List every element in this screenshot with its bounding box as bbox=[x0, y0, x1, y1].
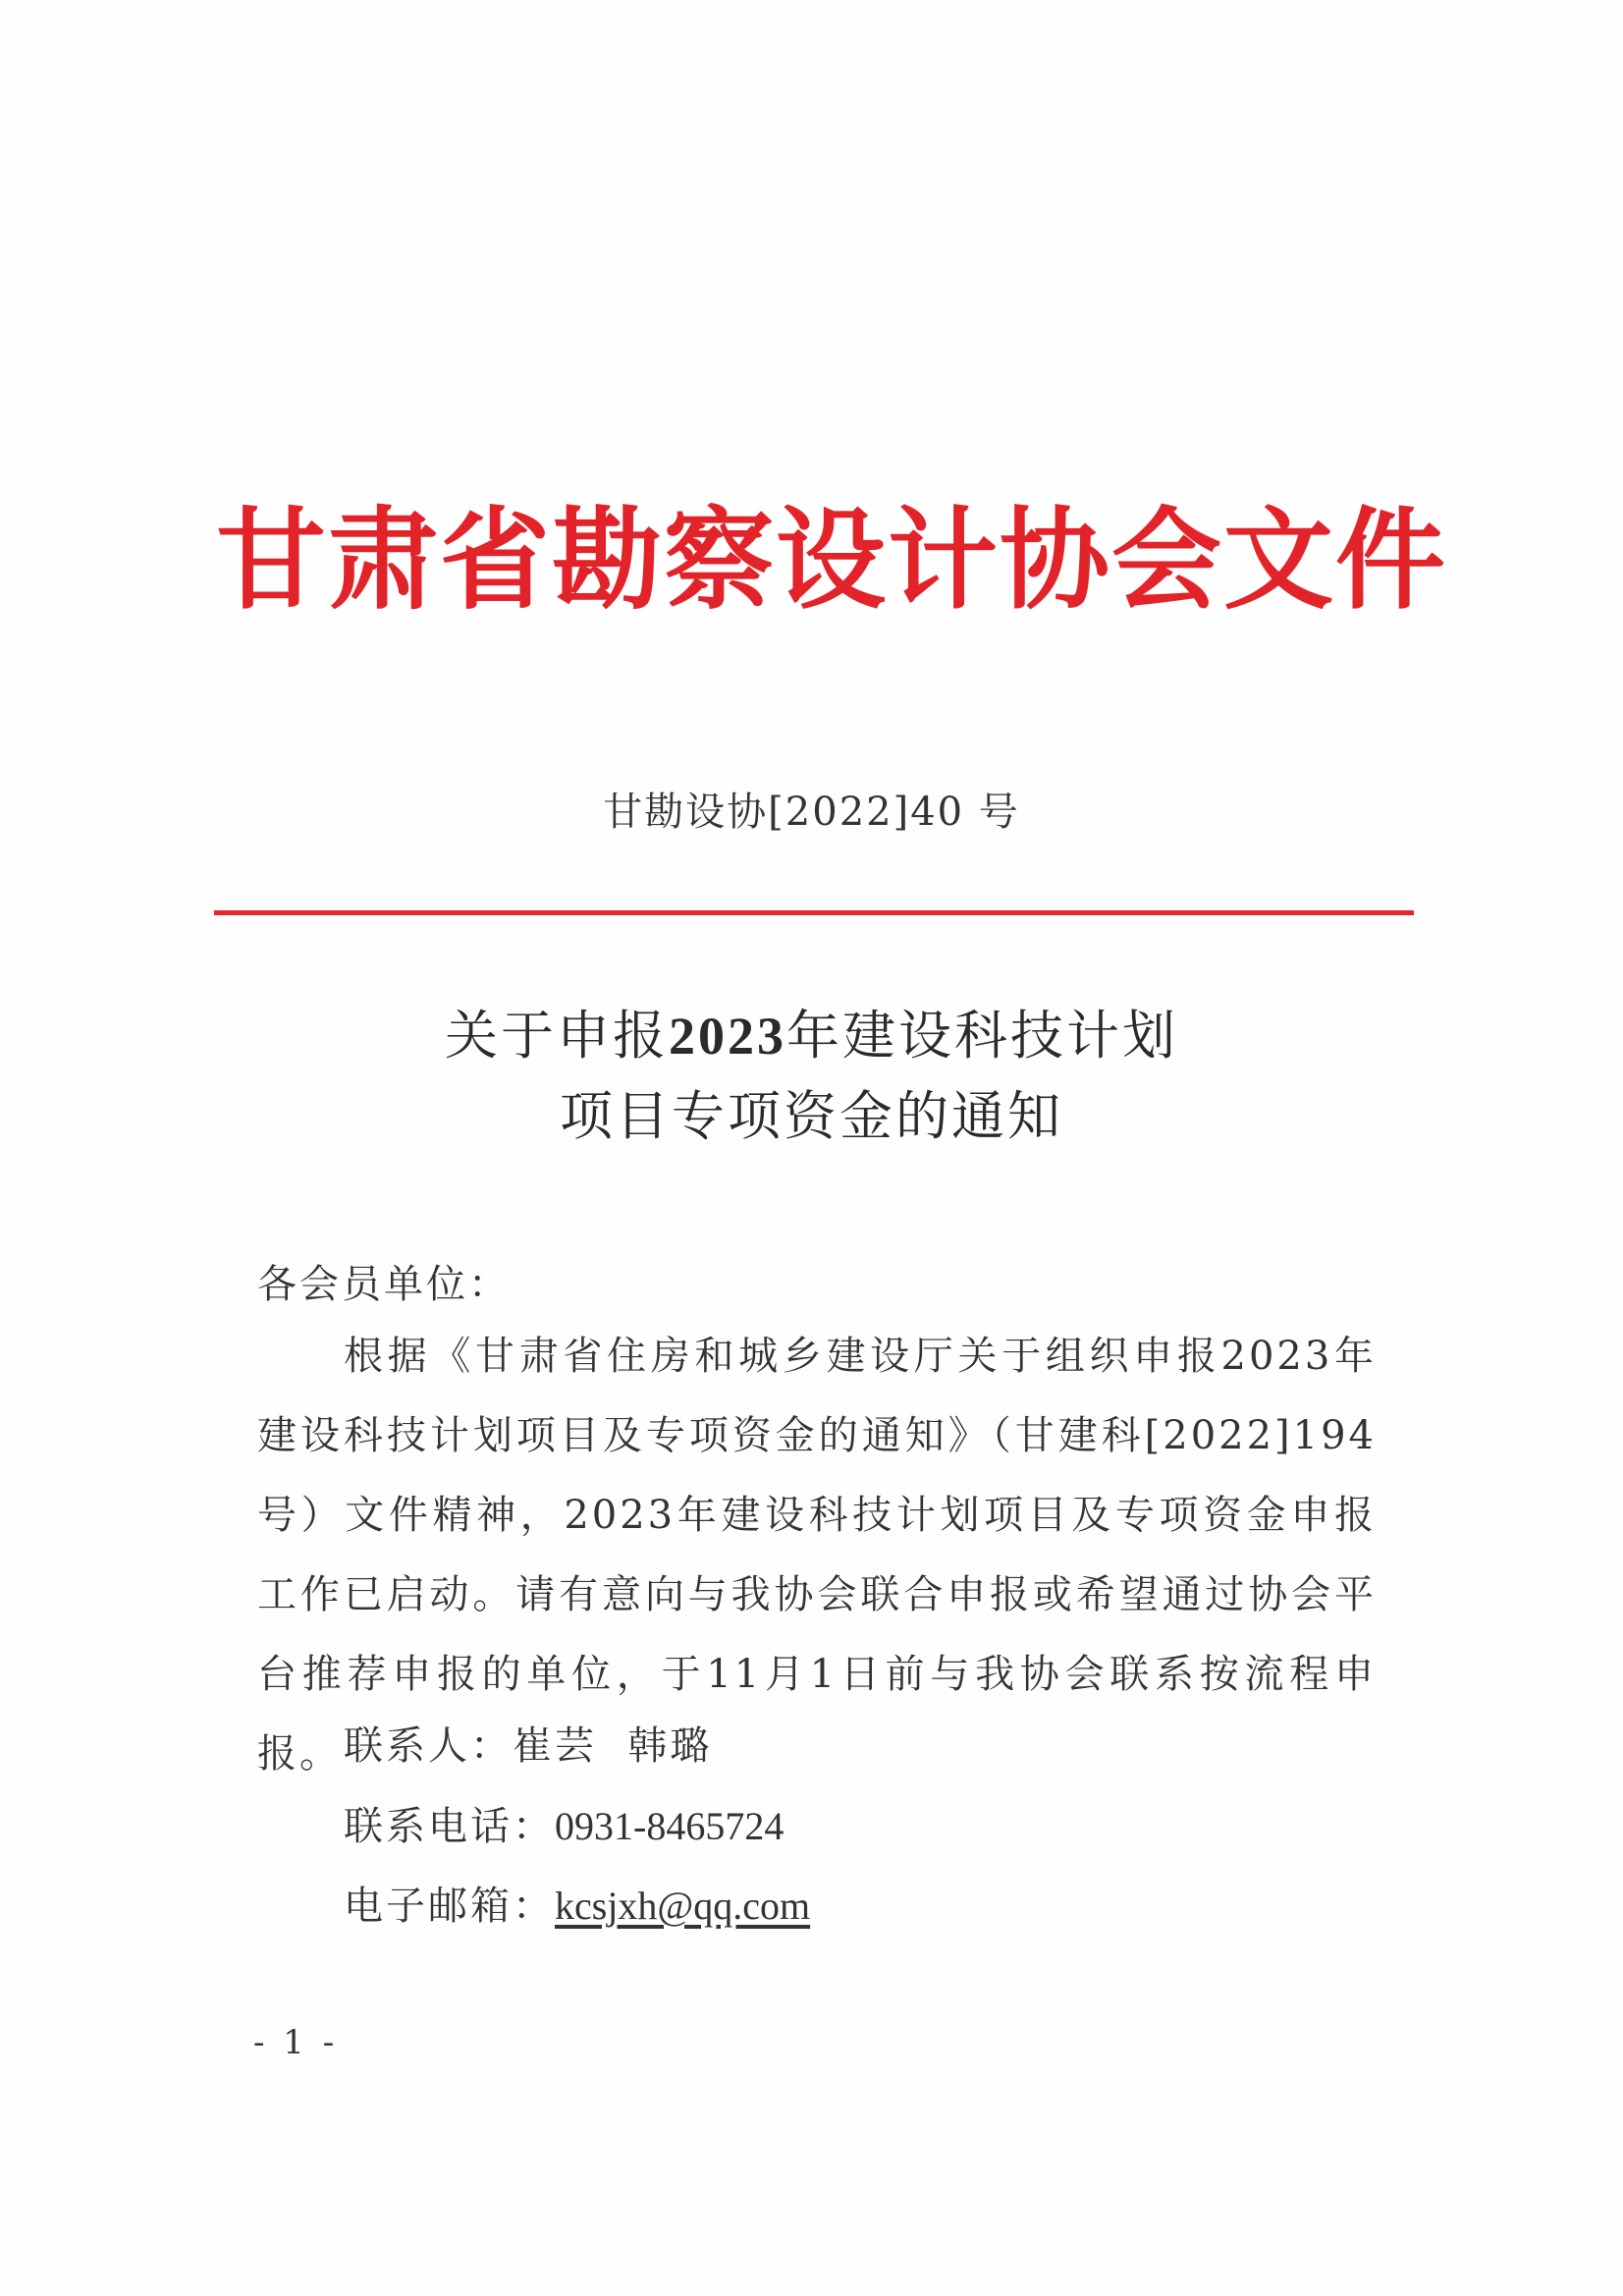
contact-email bbox=[344, 1884, 811, 1929]
title-prefix: 关于申报 bbox=[445, 1005, 669, 1066]
contact-email-link[interactable]: kcsjxh@qq.com bbox=[555, 1884, 811, 1928]
contact-phone-value: 0931-8465724 bbox=[555, 1804, 784, 1848]
title-year: 2023 bbox=[669, 1007, 786, 1066]
salutation: 各会员单位： bbox=[257, 1262, 511, 1307]
contact-person bbox=[344, 1723, 713, 1769]
notice-title-line-2: 项目专项资金的通知 bbox=[560, 1085, 1063, 1147]
body-paragraph: 根据《甘肃省住房和城乡建设厅关于组织申报2023年建设科技计划项目及专项资金的通知》（甘建科[2022]194号）文件精神，2023年建设科技计划项目及专项资金申报工作已启动。请有意向与我协会联合申报或希望通过协会平台推荐申报的单位，于11月1日前与我协会联系按流程申报。 bbox=[257, 1334, 1377, 1777]
title-suffix: 年建设科技计划 bbox=[786, 1005, 1178, 1066]
page-number: - 1 - bbox=[253, 2023, 339, 2062]
contact-person-value: 崔芸 韩璐 bbox=[513, 1723, 713, 1769]
contact-email-label: 电子邮箱： bbox=[344, 1884, 555, 1929]
contact-phone-label: 联系电话： bbox=[344, 1804, 555, 1849]
masthead-title: 甘肃省勘察设计协会文件 bbox=[216, 496, 1447, 625]
contact-person-label: 联系人： bbox=[344, 1723, 513, 1769]
contact-phone bbox=[344, 1804, 784, 1849]
notice-title-line-1 bbox=[0, 1005, 1623, 1066]
document-number: 甘勘设协[2022]40 号 bbox=[603, 790, 1020, 835]
red-divider-line bbox=[214, 910, 1414, 915]
